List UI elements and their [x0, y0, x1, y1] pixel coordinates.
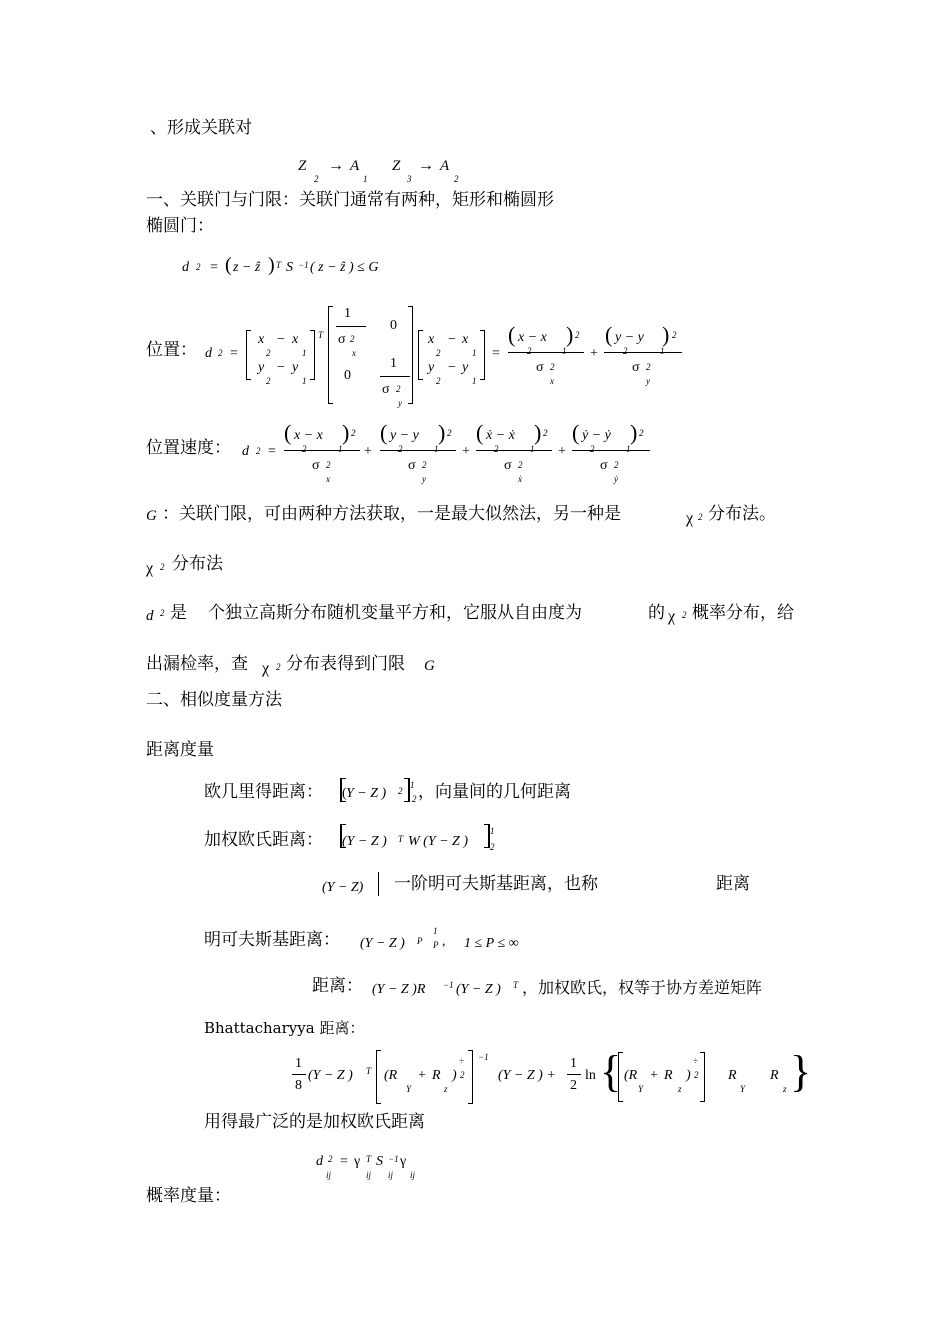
euclid-tail: ，向量间的几何距离	[418, 782, 571, 802]
distance-measure-heading: 距离度量	[146, 740, 214, 760]
mahalanobis-label: 距离：	[312, 976, 363, 996]
chi-symbol: χ	[686, 510, 694, 527]
d2-text-c: 的	[648, 603, 665, 623]
bhattacharyya-label: Bhattacharyya 距离：	[204, 1019, 365, 1037]
section-heading-pairs: 、形成关联对	[150, 118, 252, 138]
minkowski-first-text: 一阶明可夫斯基距离，也称	[394, 874, 598, 894]
minkowski-label: 明可夫斯基距离：	[204, 930, 340, 950]
position-label: 位置：	[146, 340, 197, 360]
minkowski-first-tail: 距离	[716, 874, 750, 894]
gate-threshold-text: ：关联门限，可由两种方法获取，一是最大似然法，另一种是	[162, 504, 621, 524]
chi-symbol: χ	[668, 608, 676, 625]
position-velocity-label: 位置速度：	[146, 438, 231, 458]
miss-rate-text-b: 分布表得到门限	[286, 654, 405, 674]
gate-threshold-text-end: 分布法。	[708, 504, 776, 524]
chi-symbol: χ	[262, 660, 270, 677]
chi-symbol: χ	[146, 560, 154, 577]
g-symbol: G	[146, 508, 157, 524]
d2-text-b: 个独立高斯分布随机变量平方和，它服从自由度为	[208, 603, 582, 623]
euclid-label: 欧几里得距离：	[204, 782, 323, 802]
chi-square-heading: 分布法	[172, 554, 223, 574]
weighted-euclid-label: 加权欧氏距离：	[204, 830, 323, 850]
miss-rate-text: 出漏检率，查	[146, 654, 248, 674]
d2-text-d: 概率分布，给	[692, 603, 794, 623]
section-heading-similarity: 二、相似度量方法	[146, 690, 282, 710]
probability-measure-heading: 概率度量：	[146, 1186, 231, 1206]
most-used-text: 用得最广泛的是加权欧氏距离	[204, 1112, 425, 1132]
g-symbol: G	[424, 658, 435, 674]
d-symbol: d	[146, 608, 154, 624]
d2-text-a: 是	[170, 603, 187, 623]
section-heading-gates: 一、关联门与门限：关联门通常有两种，矩形和椭圆形	[146, 190, 554, 210]
ellipse-gate-label: 椭圆门：	[146, 216, 214, 236]
mahalanobis-tail: ，加权欧氏，权等于协方差逆矩阵	[522, 978, 763, 997]
